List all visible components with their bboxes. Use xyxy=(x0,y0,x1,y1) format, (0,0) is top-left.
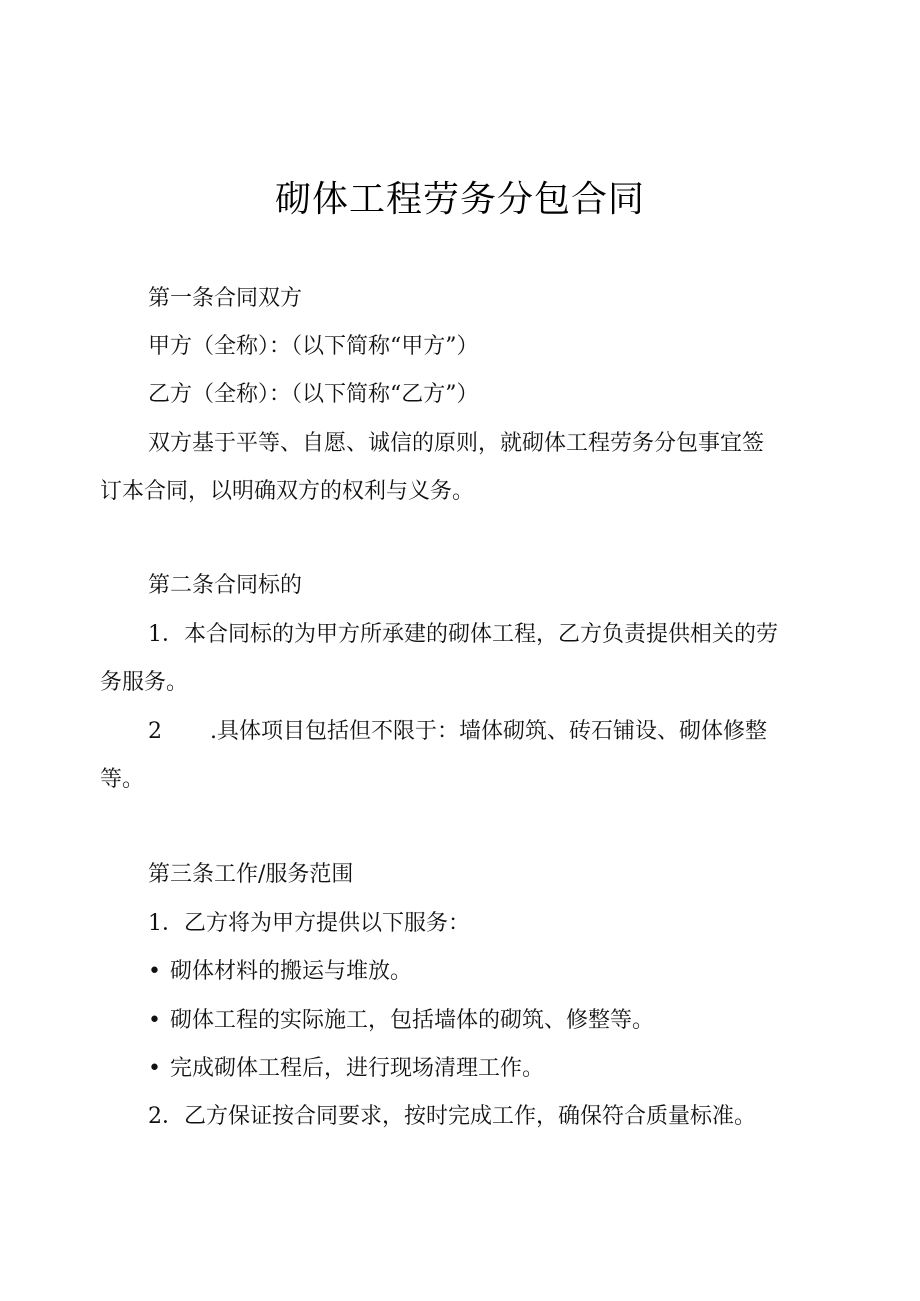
list-item xyxy=(148,952,868,992)
article2-item2-line1 xyxy=(148,712,820,752)
article2-item2-text: .具体项目包括但不限于：墙体砌筑、砖石铺设、砌体修整 xyxy=(210,719,767,744)
article2-item2-number: 2 xyxy=(148,719,162,744)
list-item-text: 砌体工程的实际施工，包括墙体的砌筑、修整等。 xyxy=(170,1008,655,1033)
list-item-text: 完成砌体工程后，进行现场清理工作。 xyxy=(170,1056,545,1081)
party-a-line: 甲方（全称）：（以下简称“甲方”） xyxy=(148,334,479,359)
article2-item1-line2: 务服务。 xyxy=(100,670,189,695)
article1-intro-line1: 双方基于平等、自愿、诚信的原则，就砌体工程劳务分包事宜签 xyxy=(148,431,765,456)
article3-heading: 第三条工作/服务范围 xyxy=(148,862,354,887)
bullet-icon: • xyxy=(148,1056,161,1081)
article2-item1-line1: 1．本合同标的为甲方所承建的砌体工程，乙方负责提供相关的劳 xyxy=(148,622,778,647)
article1-heading: 第一条合同双方 xyxy=(148,286,303,311)
list-item xyxy=(148,1001,868,1041)
article2-item2-line2: 等。 xyxy=(100,767,145,792)
document-title: 砌体工程劳务分包合同 xyxy=(274,179,645,220)
article3-item2: 2．乙方保证按合同要求，按时完成工作，确保符合质量标准。 xyxy=(148,1104,756,1129)
list-item xyxy=(148,1049,868,1089)
bullet-icon: • xyxy=(148,1008,161,1033)
article2-heading: 第二条合同标的 xyxy=(148,573,303,598)
article1-intro-line2: 订本合同，以明确双方的权利与义务。 xyxy=(100,479,475,504)
list-item-text: 砌体材料的搬运与堆放。 xyxy=(170,959,413,984)
party-b-line: 乙方（全称）：（以下简称“乙方”） xyxy=(148,382,479,407)
article3-item1: 1．乙方将为甲方提供以下服务： xyxy=(148,911,470,936)
bullet-icon: • xyxy=(148,959,161,984)
